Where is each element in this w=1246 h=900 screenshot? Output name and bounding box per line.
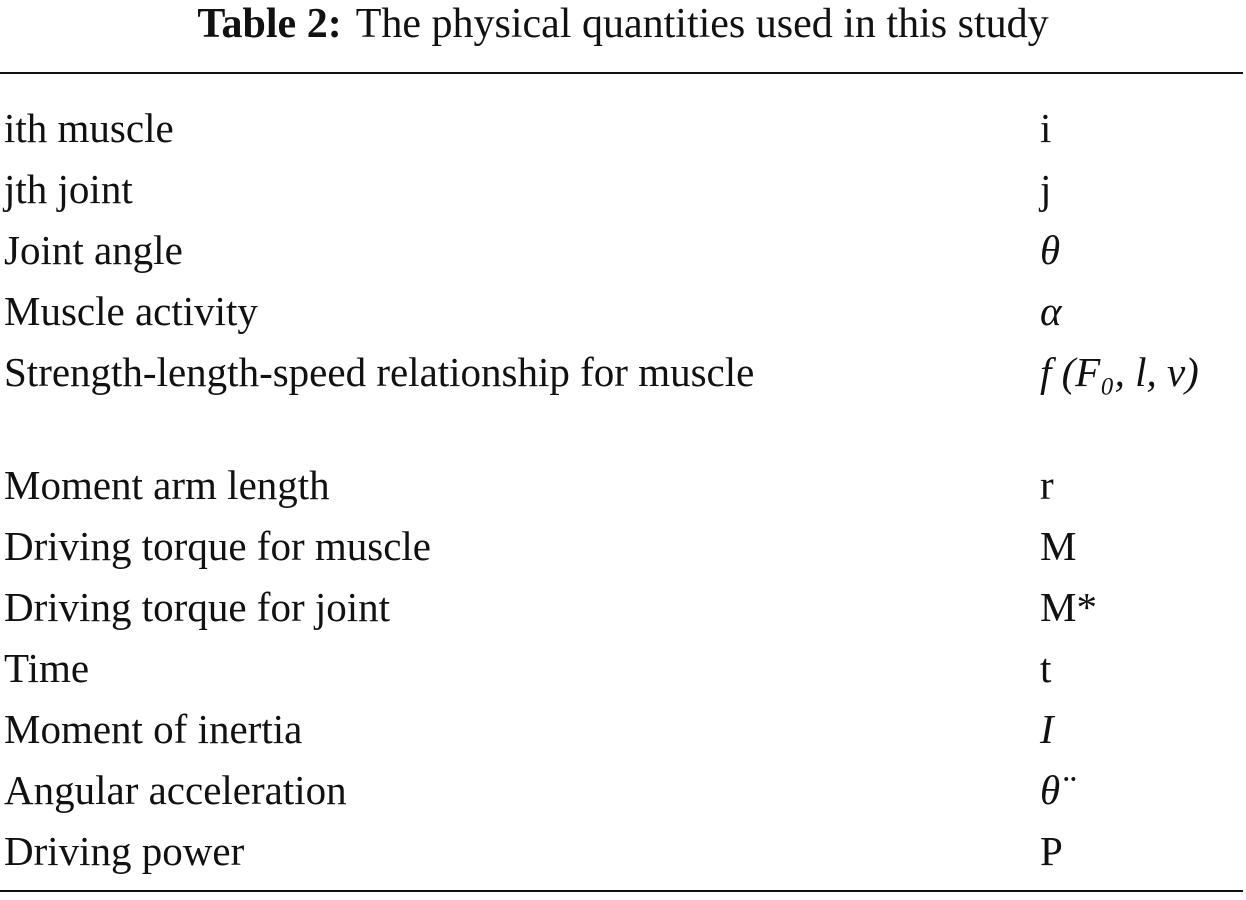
quantity-name: Time	[4, 645, 90, 691]
quantity-symbol: r	[1040, 462, 1054, 508]
table-caption	[0, 0, 1246, 56]
table-caption-label: Table 2:	[197, 1, 342, 47]
table-body	[0, 102, 1246, 886]
table-row	[0, 581, 1246, 642]
table-bottom-rule	[0, 890, 1243, 892]
quantity-name: jth joint	[4, 166, 133, 212]
table-row	[0, 825, 1246, 886]
quantity-symbol: j	[1040, 166, 1052, 212]
quantity-symbol: i	[1040, 105, 1052, 151]
quantity-symbol: α	[1040, 288, 1062, 334]
table-top-rule	[0, 72, 1243, 74]
quantity-name: Moment of inertia	[4, 706, 303, 752]
quantity-symbol: t	[1040, 645, 1052, 691]
quantity-symbol: P	[1040, 828, 1063, 874]
quantity-name: Angular acceleration	[4, 767, 347, 813]
quantity-name: Moment arm length	[4, 462, 330, 508]
quantity-name: Driving power	[4, 828, 245, 874]
quantity-name: Muscle activity	[4, 288, 258, 334]
quantity-symbol: f (F₀, l, v)	[1040, 349, 1199, 395]
table-row	[0, 520, 1246, 581]
quantity-symbol: θ̈	[1040, 767, 1061, 813]
table-row	[0, 346, 1246, 459]
quantity-symbol: M	[1040, 523, 1077, 569]
table-row	[0, 102, 1246, 163]
table-row	[0, 642, 1246, 703]
quantity-name: Driving torque for muscle	[4, 523, 431, 569]
quantity-name: Strength-length-speed relationship for muscle	[4, 349, 755, 395]
table-row	[0, 703, 1246, 764]
quantity-symbol: M*	[1040, 584, 1097, 630]
table-row	[0, 224, 1246, 285]
quantity-symbol: I	[1040, 706, 1054, 752]
table-row	[0, 459, 1246, 520]
table-row	[0, 285, 1246, 346]
quantity-name: Joint angle	[4, 227, 183, 273]
quantity-name: Driving torque for joint	[4, 584, 391, 630]
table-row	[0, 163, 1246, 224]
quantity-name: ith muscle	[4, 105, 174, 151]
table-caption-text: The physical quantities used in this study	[355, 1, 1049, 47]
table-row	[0, 764, 1246, 825]
quantity-symbol: θ	[1040, 227, 1061, 273]
